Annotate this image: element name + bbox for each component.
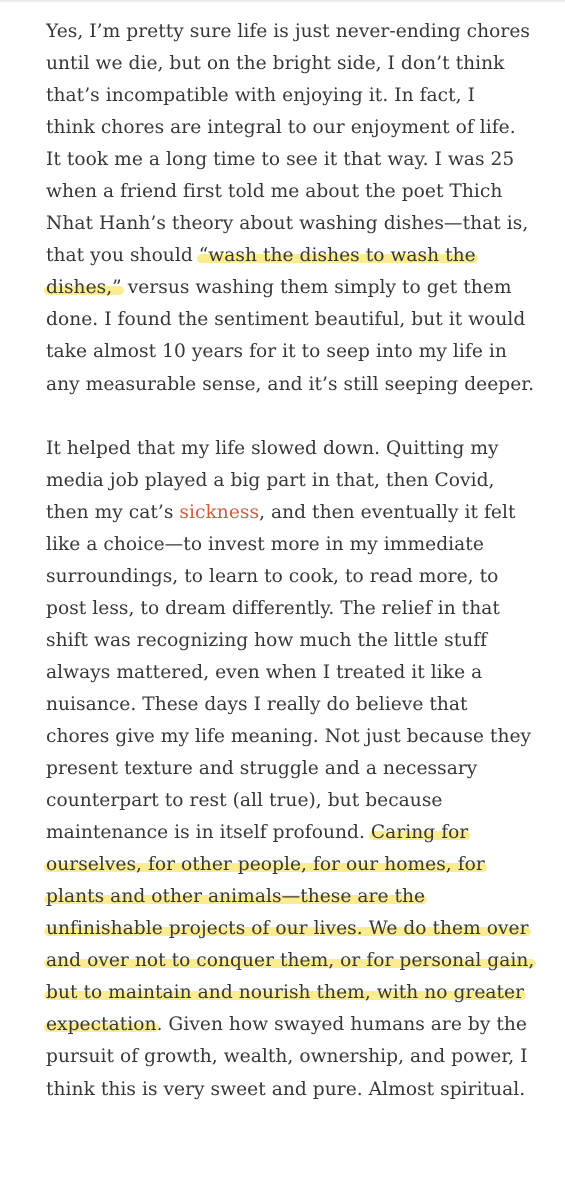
text-fragment: maintenance is in itself profound.: [46, 822, 371, 844]
text-line: It helped that my life slowed down. Quitting my: [46, 437, 499, 459]
text-line: nuisance. These days I really do believe that: [46, 693, 468, 715]
text-line: present texture and struggle and a necessary: [46, 758, 478, 780]
text-line: take almost 10 years for it to seep into my life in: [46, 341, 507, 363]
text-line: surroundings, to learn to cook, to read more, to: [46, 565, 499, 587]
top-divider: [0, 0, 565, 2]
highlighted-passage: unfinishable projects of our lives. We do them over: [46, 918, 529, 940]
paragraph-gap: [46, 401, 556, 433]
highlighted-passage: plants and other animals—these are the: [46, 886, 426, 908]
text-line: think chores are integral to our enjoyment of life.: [46, 117, 516, 139]
text-fragment: then my cat’s: [46, 501, 180, 523]
text-fragment: that you should: [46, 245, 199, 267]
article-body: [46, 16, 556, 1106]
highlighted-passage: and over not to conquer them, or for personal gain,: [46, 950, 535, 972]
text-line: any measurable sense, and it’s still seeping deeper.: [46, 373, 535, 395]
highlighted-passage: ourselves, for other people, for our homes, for: [46, 854, 485, 876]
text-line: always mattered, even when I treated it like a: [46, 661, 483, 683]
text-fragment: versus washing them simply to get them: [121, 277, 512, 299]
text-line: Yes, I’m pretty sure life is just never-ending chores: [46, 21, 530, 42]
highlighted-passage: but to maintain and nourish them, with no greater: [46, 982, 525, 1004]
sickness-link[interactable]: sickness: [179, 501, 260, 523]
text-line: [46, 1009, 556, 1041]
text-line: [46, 913, 556, 945]
text-line: post less, to dream differently. The relief in that: [46, 597, 500, 619]
text-line: media job played a big part in that, then Covid,: [46, 469, 495, 491]
text-line: [46, 272, 556, 304]
text-line: [46, 817, 556, 849]
text-fragment: , and then eventually it felt: [259, 501, 516, 523]
highlighted-quote: “wash the dishes to wash the: [198, 245, 476, 267]
text-line: [46, 240, 556, 272]
text-line: shift was recognizing how much the little stuff: [46, 629, 488, 651]
text-line: when a friend first told me about the poet Thich: [46, 181, 503, 203]
text-line: like a choice—to invest more in my immediate: [46, 533, 484, 555]
paragraph-1: [46, 16, 556, 401]
text-line: counterpart to rest (all true), but because: [46, 790, 443, 812]
text-line: that’s incompatible with enjoying it. In fact, I: [46, 85, 475, 107]
text-line: [46, 881, 556, 913]
text-line: Nhat Hanh’s theory about washing dishes—that is,: [46, 213, 529, 235]
text-line: [46, 977, 556, 1009]
paragraph-2: [46, 433, 556, 1106]
text-line: think this is very sweet and pure. Almost spiritual.: [46, 1078, 526, 1100]
text-line: [46, 849, 556, 881]
highlighted-passage: Caring for: [370, 822, 469, 844]
text-line: It took me a long time to see it that way. I was 25: [46, 149, 515, 171]
highlighted-passage: expectation: [46, 1014, 157, 1036]
highlighted-quote: dishes,”: [46, 277, 122, 299]
text-line: until we die, but on the bright side, I don’t think: [46, 53, 505, 75]
text-fragment: . Given how swayed humans are by the: [156, 1014, 527, 1036]
text-line: [46, 497, 556, 529]
text-line: chores give my life meaning. Not just because they: [46, 725, 532, 747]
text-line: pursuit of growth, wealth, ownership, and power, I: [46, 1046, 528, 1068]
text-line: [46, 945, 556, 977]
text-line: done. I found the sentiment beautiful, but it would: [46, 309, 526, 331]
